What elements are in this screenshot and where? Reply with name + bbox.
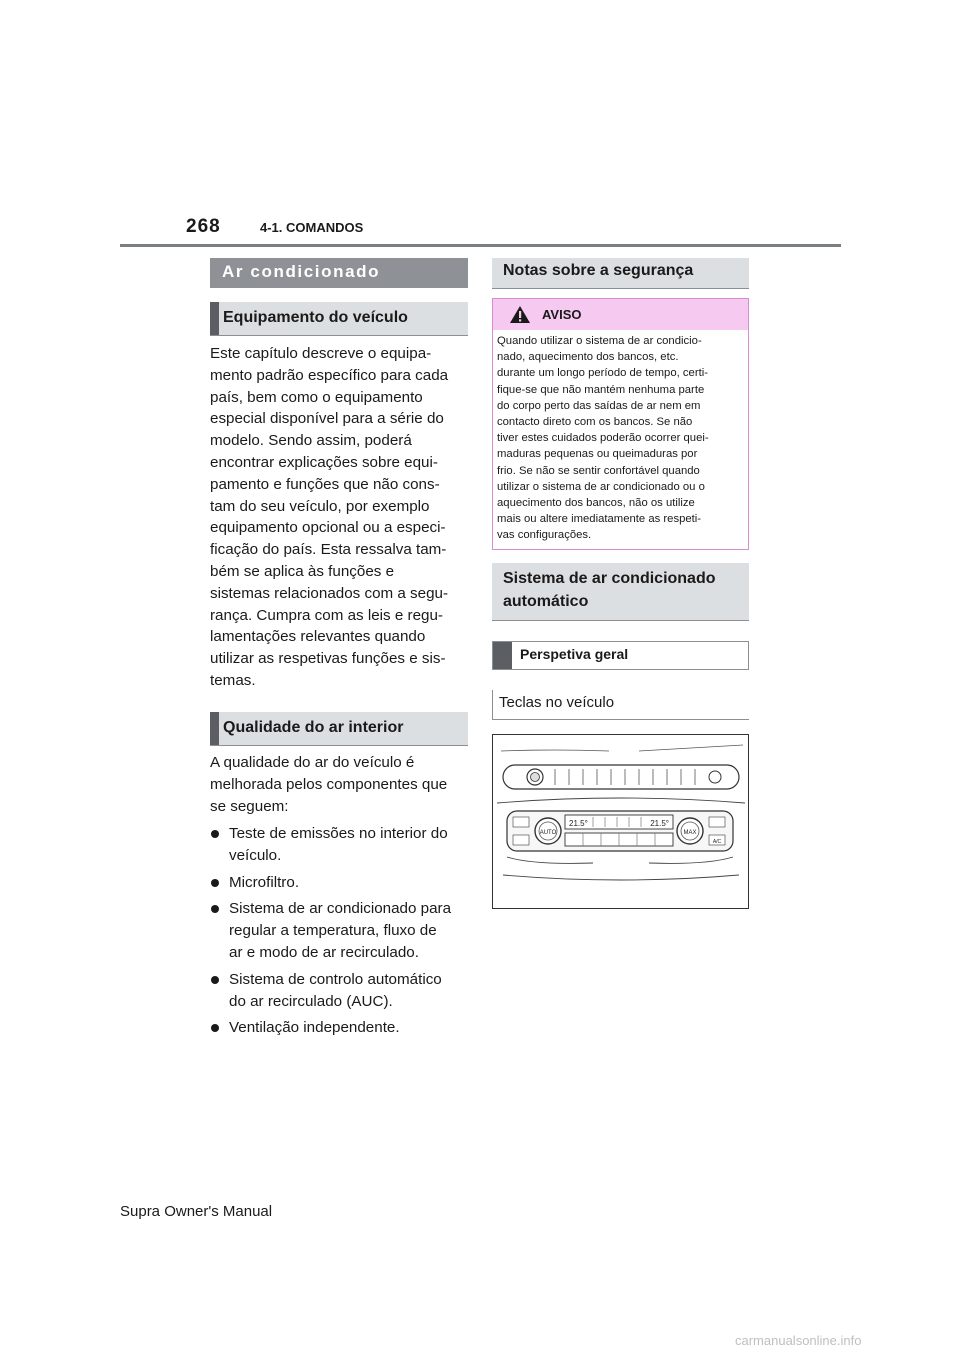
text-line: bém se aplica às funções e [210,562,395,580]
overview-heading [492,641,749,670]
text-line: encontrar explicações sobre equi- [210,453,438,471]
text-line: utilizar as respetivas funções e sis- [210,650,446,668]
text-line: rança. Cumpra com as leis e regu- [210,606,443,624]
bullet-icon [211,976,219,984]
text-line: temas. [210,671,256,689]
text-line: país, bem como o equipamento [210,388,423,406]
equipment-heading [210,302,468,336]
climate-panel-drawing [493,735,748,908]
heading-bar [210,712,219,745]
footer-manual-title: Supra Owner's Manual [120,1203,273,1220]
text-line: frio. Se não se sentir confortável quando [497,464,700,477]
text-line: pamento e funções que não cons- [210,475,440,493]
text-line: Teste de emissões no interior do [229,825,448,842]
heading-bar [493,642,512,669]
text-line: modelo. Sendo assim, poderá [210,432,412,450]
page-number: 268 [186,216,221,237]
warning-box [492,298,749,550]
list-item [210,872,472,894]
max-button-label: MAX [683,830,697,836]
text-line: contacto direto com os bancos. Se não [497,416,693,429]
air-quality-heading [210,712,468,746]
text-line: tiver estes cuidados poderão ocorrer quei- [497,432,709,445]
text-line: fique-se que não mantém nenhuma parte [497,383,705,396]
warning-triangle-icon [509,305,531,324]
equipment-heading-text: Equipamento do veículo [223,309,408,326]
safety-heading-text: Notas sobre a segurança [503,262,694,279]
left-temperature: 21.5° [569,819,588,828]
text-line: durante um longo período de tempo, certi- [497,367,709,380]
air-quality-paragraph [210,752,472,817]
text-line: ar e modo de ar recirculado. [229,943,419,961]
text-line: Quando utilizar o sistema de ar condicio- [497,335,702,347]
text-line: do corpo perto das saídas de ar nem em [497,399,701,412]
list-item [210,969,472,1013]
auto-button-label: AUTO [539,830,557,836]
text-line: do ar recirculado (AUC). [229,992,393,1010]
warning-text [497,333,743,544]
text-line: Sistema de ar condicionado [503,570,716,587]
text-line: veículo. [229,846,282,864]
caption-rule [492,719,749,720]
list-item [210,1017,472,1039]
bullet-icon [211,905,219,913]
keys-caption: Teclas no veículo [499,694,615,711]
heading-bar [210,302,219,335]
section-title: 4-1. COMANDOS [260,220,364,235]
text-line: maduras pequenas ou queimaduras por [497,448,698,461]
text-line: A qualidade do ar do veículo é [210,754,415,771]
text-line: vas configurações. [497,529,592,542]
text-line: nado, aquecimento dos bancos, etc. [497,351,679,364]
list-item [210,823,472,867]
text-line: Ventilação independente. [229,1019,400,1037]
text-line: ficação do país. Esta ressalva tam- [210,541,447,559]
text-line: se seguem: [210,797,289,815]
chapter-title: Ar condicionado [222,262,381,281]
air-quality-heading-text: Qualidade do ar interior [223,719,404,736]
text-line: automático [503,593,589,610]
equipment-paragraph [210,343,472,692]
safety-heading [492,258,749,289]
text-line: Sistema de controlo automático [229,970,442,988]
bullet-icon [211,879,219,887]
text-line: especial disponível para a série do [210,410,444,428]
text-line: sistemas relacionados com a segu- [210,584,449,602]
climate-panel-illustration [492,734,749,909]
right-temperature: 21.5° [650,819,669,828]
text-line: regular a temperatura, fluxo de [229,922,437,940]
text-line: Sistema de ar condicionado para [229,900,452,918]
component-list [210,823,472,1044]
text-line: mais ou altere imediatamente as respeti- [497,513,702,526]
header-rule [120,244,841,247]
auto-climate-heading [492,563,749,621]
bullet-icon [211,830,219,838]
auto-climate-heading-text [503,567,743,613]
text-line: Este capítulo descreve o equipa- [210,345,432,362]
text-line: aquecimento dos bancos, não os utilize [497,497,695,510]
text-line: mento padrão específico para cada [210,366,449,384]
text-line: lamentações relevantes quando [210,628,426,646]
text-line: tam do seu veículo, por exemplo [210,497,430,515]
warning-header [493,299,748,330]
ac-button-label: A/C [712,839,722,845]
text-line: utilizar o sistema de ar condicionado ou o [497,480,705,493]
text-line: equipamento opcional ou a especi- [210,519,446,537]
bullet-icon [211,1024,219,1032]
list-item [210,898,472,963]
text-line: melhorada pelos componentes que [210,775,448,793]
warning-label: AVISO [542,307,582,322]
text-line: Microfiltro. [229,873,300,891]
overview-heading-text: Perspetiva geral [520,646,629,662]
watermark: carmanualsonline.info [735,1333,862,1348]
caption-left-rule [492,690,493,720]
